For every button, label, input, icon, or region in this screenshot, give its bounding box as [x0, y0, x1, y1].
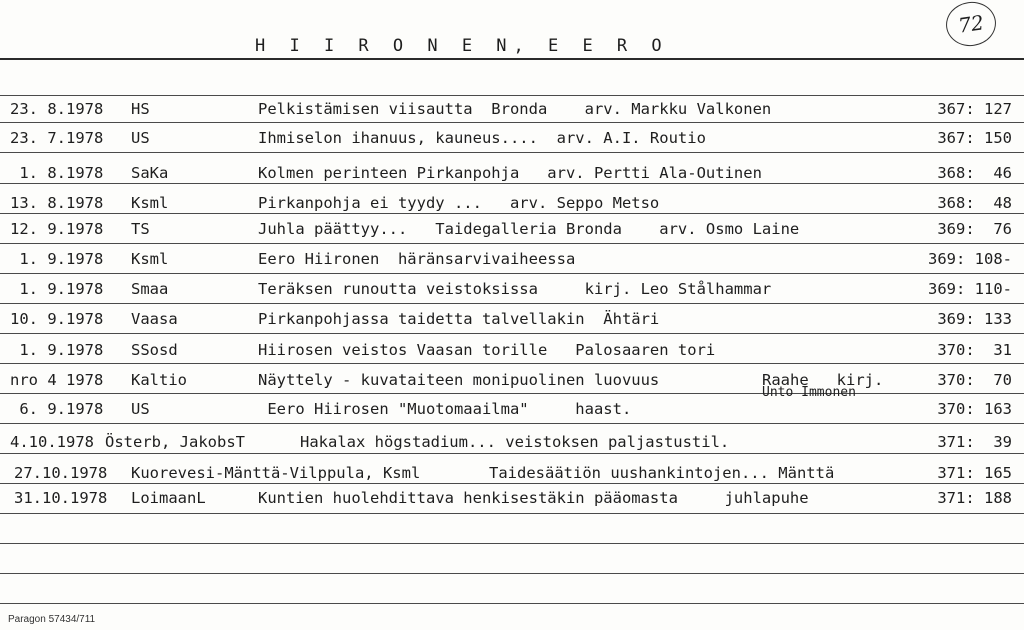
entry-row — [0, 129, 1024, 153]
entry-ref: 369: 110- — [928, 280, 1012, 298]
entry-row — [0, 433, 1024, 457]
entry-ref: 370: 31 — [937, 341, 1012, 359]
entry-source: US — [131, 129, 150, 147]
entry-text: Taidesäätiön uushankintojen... Mänttä — [489, 464, 835, 482]
entry-date: 1. 9.1978 — [10, 250, 104, 268]
entry-text: Näyttely - kuvataiteen monipuolinen luovuus — [258, 371, 660, 389]
entry-row — [0, 100, 1024, 124]
entry-source: HS — [131, 100, 150, 118]
entry-row — [0, 310, 1024, 334]
entry-ref: 369: 108- — [928, 250, 1012, 268]
entry-source: LoimaanL — [131, 489, 206, 507]
entry-row — [0, 489, 1024, 513]
entry-date: 4.10.1978 — [10, 433, 94, 451]
entry-date: 10. 9.1978 — [10, 310, 104, 328]
entry-text: Pirkanpohja ei tyydy ... arv. Seppo Metso — [258, 194, 660, 212]
card-title: H I I R O N E N, E E R O — [255, 36, 669, 56]
entry-date: 23. 8.1978 — [10, 100, 104, 118]
entry-text: Eero Hiironen häränsarvivaiheessa — [258, 250, 576, 268]
entry-source: Ksml — [131, 250, 169, 268]
entry-ref: 371: 165 — [937, 464, 1012, 482]
entry-ref: 371: 39 — [937, 433, 1012, 451]
entry-date: nro 4 1978 — [10, 371, 104, 389]
entry-row — [0, 280, 1024, 304]
entry-ref: 371: 188 — [937, 489, 1012, 507]
entry-date: 1. 9.1978 — [10, 341, 104, 359]
entry-source: SSosd — [131, 341, 178, 359]
entry-row — [0, 164, 1024, 188]
entry-ref: 369: 76 — [937, 220, 1012, 238]
entry-source: Kaltio — [131, 371, 187, 389]
entry-ref: 368: 48 — [937, 194, 1012, 212]
rule-line — [0, 573, 1024, 574]
entry-source: Ksml — [131, 194, 169, 212]
card-number: 72 — [943, 0, 999, 49]
entry-date: 31.10.1978 — [14, 489, 108, 507]
entry-date: 12. 9.1978 — [10, 220, 104, 238]
entry-row — [0, 194, 1024, 218]
entry-date: 13. 8.1978 — [10, 194, 104, 212]
entry-text: Kolmen perinteen Pirkanpohja arv. Pertti Ala-Outinen — [258, 164, 762, 182]
entry-date: 6. 9.1978 — [10, 400, 104, 418]
entry-row — [0, 220, 1024, 244]
entry-ref: 368: 46 — [937, 164, 1012, 182]
entry-text: Ihmiselon ihanuus, kauneus.... arv. A.I. Routio — [258, 129, 706, 147]
entry-text: Teräksen runoutta veistoksissa kirj. Leo Stålhammar — [258, 280, 772, 298]
entry-text: Hakalax högstadium... veistoksen paljastustil. — [300, 433, 730, 451]
entry-source: Smaa — [131, 280, 169, 298]
entry-extra: Raahe kirj. — [762, 371, 884, 389]
entry-date: 1. 9.1978 — [10, 280, 104, 298]
entry-source: Vaasa — [131, 310, 178, 328]
entry-row — [0, 371, 1024, 400]
entry-row — [0, 250, 1024, 274]
entry-date: 27.10.1978 — [14, 464, 108, 482]
entry-text: Kuntien huolehdittava henkisestäkin pääomasta juhlapuhe — [258, 489, 809, 507]
entry-source: US — [131, 400, 150, 418]
entry-ref: 370: 163 — [937, 400, 1012, 418]
entry-text: Eero Hiirosen "Muotomaailma" haast. — [258, 400, 632, 418]
rule-line — [0, 58, 1024, 60]
entry-text: Juhla päättyy... Taidegalleria Bronda arv. Osmo Laine — [258, 220, 800, 238]
entry-extra-overtype: Unto Immonen — [762, 385, 856, 400]
entry-ref: 370: 70 — [937, 371, 1012, 389]
entry-row — [0, 341, 1024, 365]
entry-date: 1. 8.1978 — [10, 164, 104, 182]
entry-ref: 367: 127 — [937, 100, 1012, 118]
rule-line — [0, 95, 1024, 96]
entry-date: 23. 7.1978 — [10, 129, 104, 147]
rule-line — [0, 603, 1024, 604]
entry-row — [0, 464, 1024, 488]
entry-ref: 369: 133 — [937, 310, 1012, 328]
entry-row — [0, 400, 1024, 424]
entry-text: Pelkistämisen viisautta Bronda arv. Markku Valkonen — [258, 100, 772, 118]
entry-source: TS — [131, 220, 150, 238]
rule-line — [0, 513, 1024, 514]
entry-source: Kuorevesi-Mänttä-Vilppula, Ksml — [131, 464, 421, 482]
entry-text: Hiirosen veistos Vaasan torille Palosaaren tori — [258, 341, 716, 359]
rule-line — [0, 543, 1024, 544]
entry-text: Pirkanpohjassa taidetta talvellakin Ähtäri — [258, 310, 660, 328]
card-footer: Paragon 57434/711 — [8, 614, 96, 625]
entry-ref: 367: 150 — [937, 129, 1012, 147]
entry-source: Österb, JakobsT — [105, 433, 245, 451]
entry-source: SaKa — [131, 164, 169, 182]
